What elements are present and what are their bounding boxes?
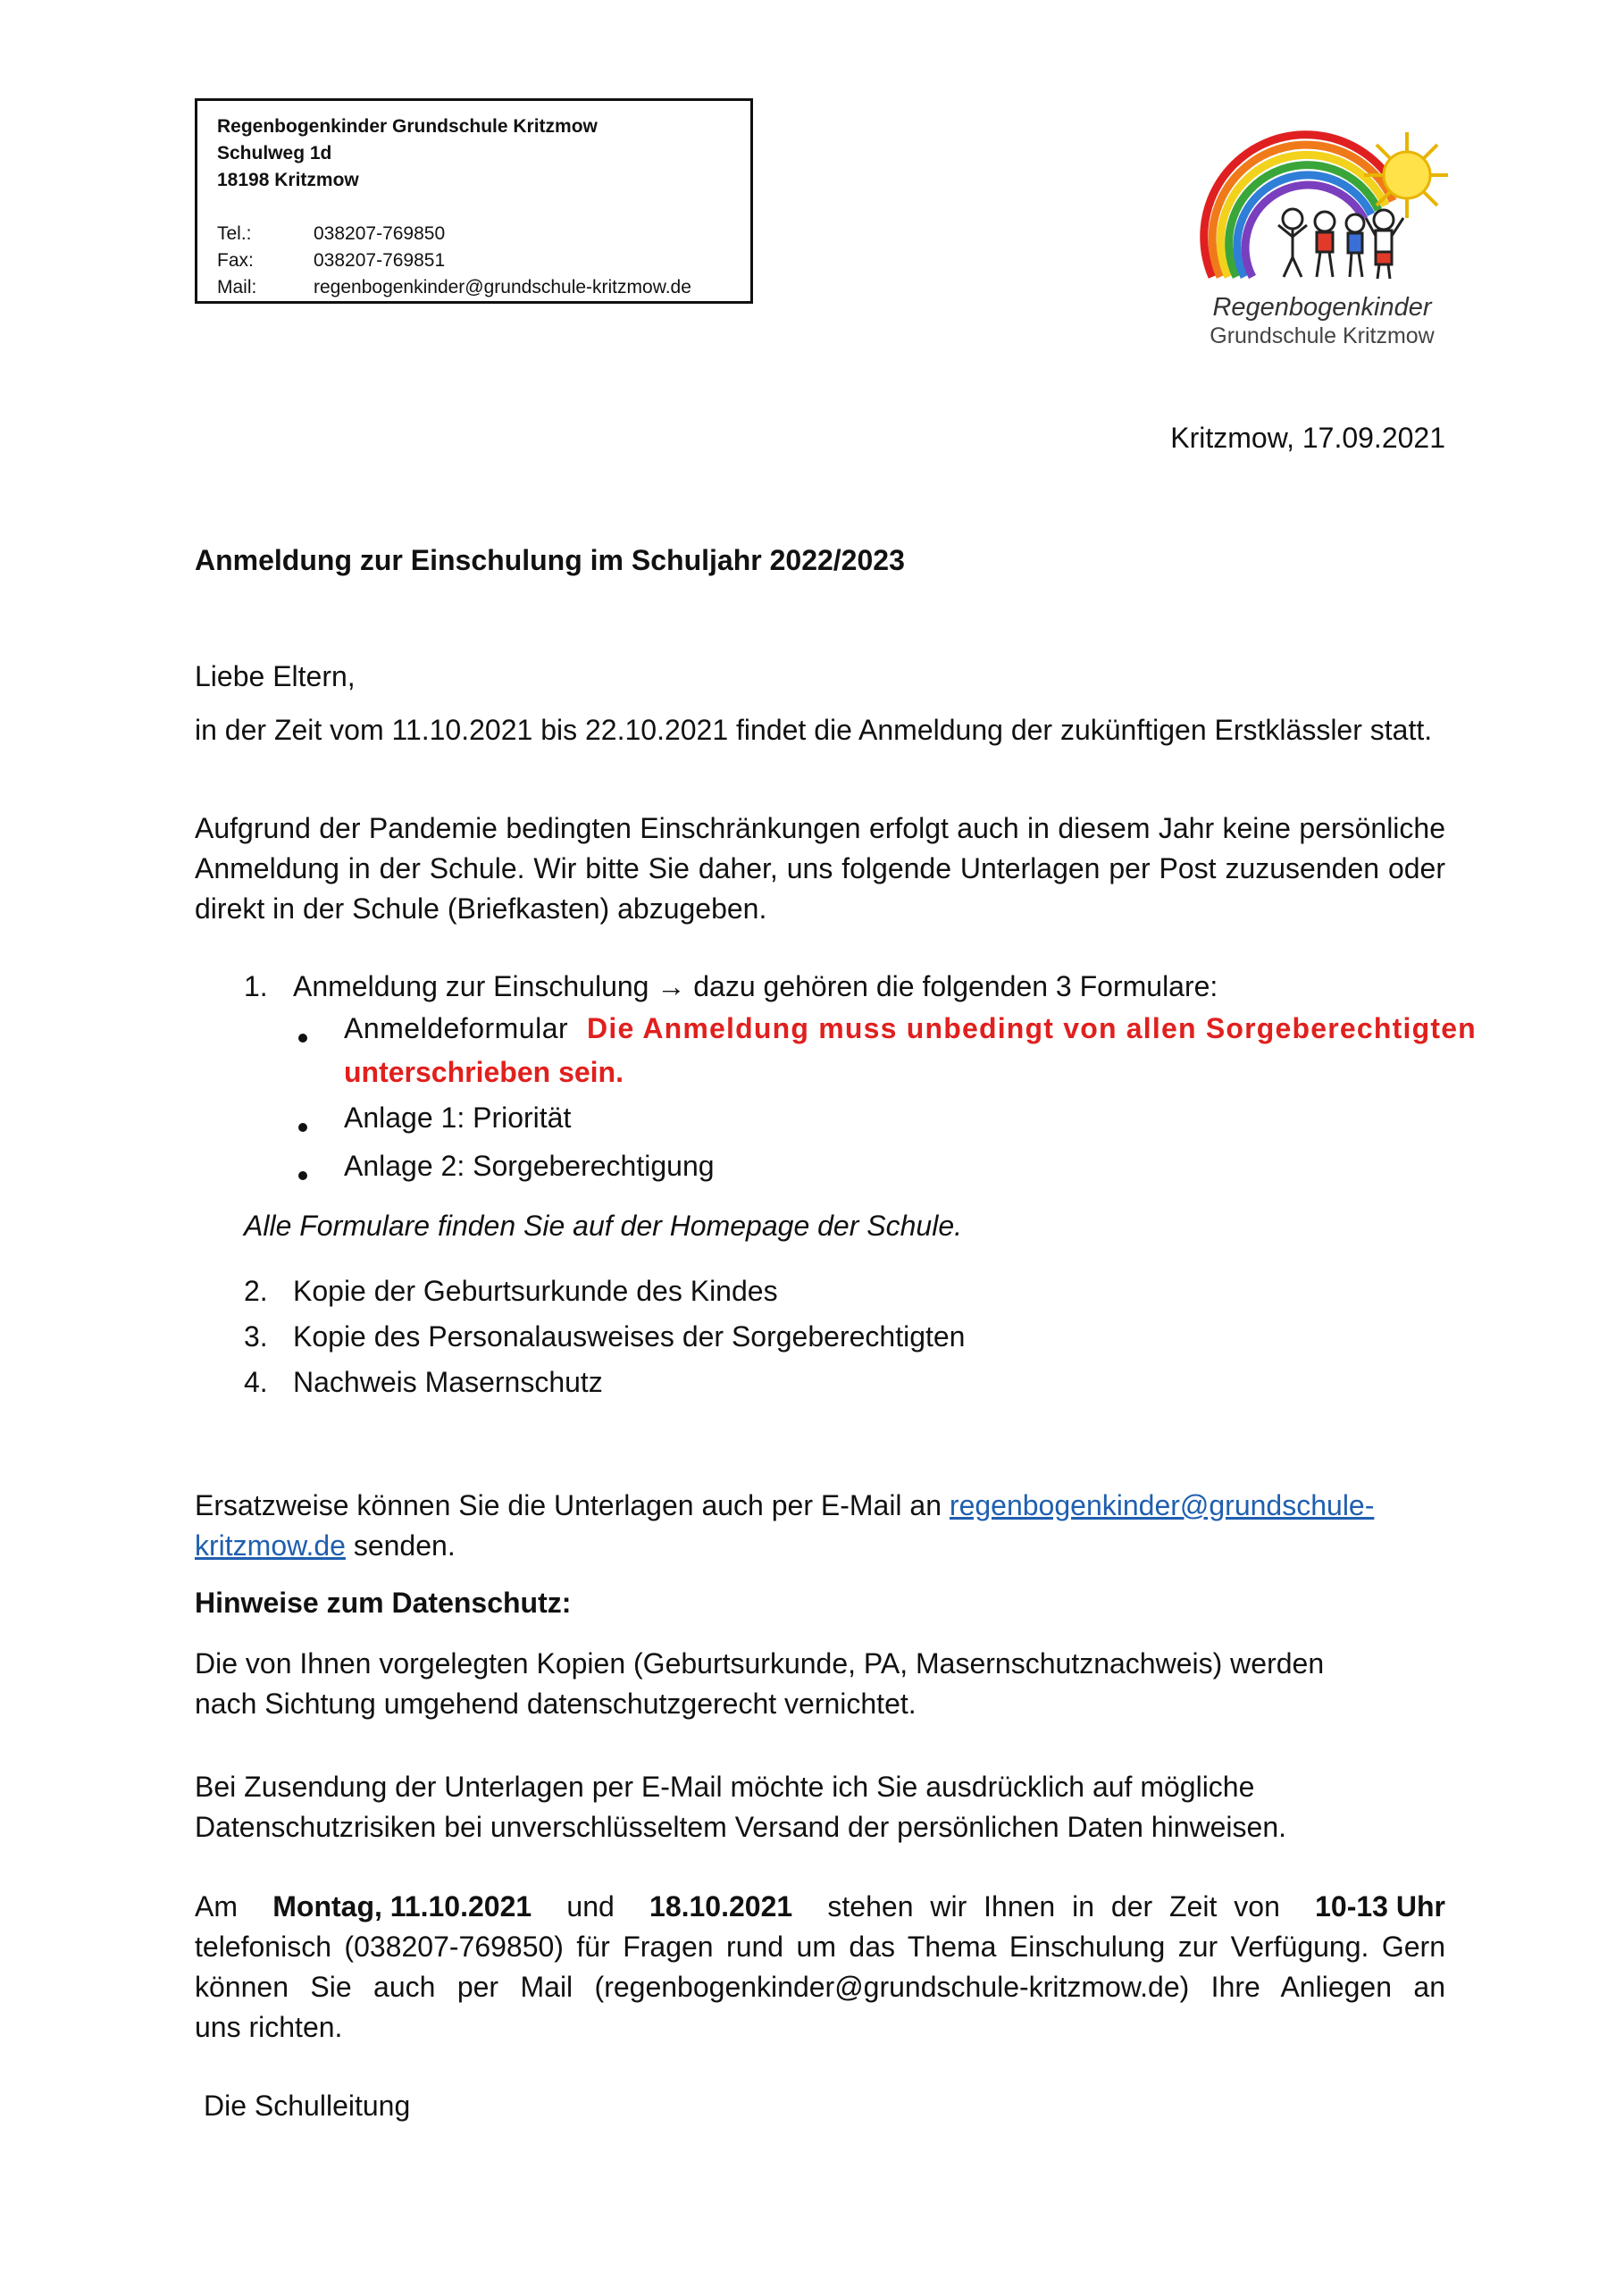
contact-paragraph-line4: uns richten. [195,2011,343,2043]
privacy-paragraph-2-line1: Bei Zusendung der Unterlagen per E-Mail möchte ich Sie ausdrücklich auf mögliche [195,1771,1255,1803]
bullet-anmeldeformular [344,1009,1477,1049]
contact-paragraph-line2: telefonisch (038207-769850) für Fragen rund um das Thema Einschulung zur Verfügung. Gern [195,1931,1445,1963]
mail-value: regenbogenkinder@grundschule-kritzmow.de [314,277,691,297]
letterhead-address-box [195,98,753,304]
school-email-link[interactable]: regenbogenkinder@grundschule- [949,1489,1375,1521]
privacy-paragraph-1-line1: Die von Ihnen vorgelegten Kopien (Geburtsurkunde, PA, Masernschutznachweis) werden [195,1647,1325,1680]
contact-paragraph-line3: können Sie auch per Mail (regenbogenkinder@grundschule-kritzmow.de) Ihre Anliegen an [195,1971,1445,2003]
logo-name: Regenbogenkinder [1212,293,1432,322]
mail-label: Mail: [217,277,257,297]
school-email-link-cont[interactable]: kritzmow.de [195,1529,346,1562]
email-paragraph-line1 [195,1486,1445,1526]
list-item-text: Kopie des Personalausweises der Sorgeberechtigten [293,1320,966,1353]
bullet-icon [298,1171,307,1180]
contact-day1: Montag, 11.10.2021 [272,1890,532,1923]
privacy-paragraph-2-line2: Datenschutzrisiken bei unverschlüsseltem Versand der persönlichen Daten hinweisen. [195,1811,1286,1843]
privacy-paragraph-1-line2: nach Sichtung umgehend datenschutzgerecht vernichtet. [195,1688,917,1720]
bullet-anlage-1: Anlage 1: Priorität [344,1102,572,1134]
arrow-right-icon: → [657,970,686,1002]
rainbow-logo-icon [1193,125,1452,295]
school-street: Schulweg 1d [217,143,332,163]
contact-und: und [566,1890,615,1923]
school-name: Regenbogenkinder Grundschule Kritzmow [217,116,598,137]
bullet-anlage-2: Anlage 2: Sorgeberechtigung [344,1150,715,1182]
greeting: Liebe Eltern, [195,660,356,692]
signature-warning-line2: unterschrieben sein. [344,1056,624,1088]
fax-row [217,247,750,274]
list-item-number: 2. [244,1275,268,1307]
email-paragraph-line2 [195,1526,1445,1566]
list-item-text: Nachweis Masernschutz [293,1366,603,1398]
logo-subtitle: Grundschule Kritzmow [1210,323,1435,348]
email-intro: Ersatzweise können Sie die Unterlagen auch per E-Mail an [195,1489,942,1521]
contact-am: Am [195,1890,238,1923]
contact-paragraph-line1 [195,1887,1445,1927]
signature-warning: Die Anmeldung muss unbedingt von allen Sorgeberechtigten [587,1012,1477,1044]
list-item-text: Kopie der Geburtsurkunde des Kindes [293,1275,778,1307]
letter-title: Anmeldung zur Einschulung im Schuljahr 2022/2023 [195,544,905,576]
registration-label: Anmeldung zur Einschulung [293,970,649,1002]
tel-value: 038207-769850 [314,223,446,244]
letter-date: Kritzmow, 17.09.2021 [1170,422,1445,454]
tel-row [217,221,750,247]
mail-row [217,274,750,301]
school-city: 18198 Kritzmow [217,170,359,190]
bullet-icon [298,1034,307,1043]
intro-paragraph: in der Zeit vom 11.10.2021 bis 22.10.2021 findet die Anmeldung der zukünftigen Erstklässler statt. [195,714,1433,746]
signature: Die Schulleitung [204,2090,411,2122]
privacy-heading: Hinweise zum Datenschutz: [195,1587,572,1619]
contact-time: 10-13 Uhr [1315,1890,1445,1923]
fax-label: Fax: [217,250,254,271]
school-logo [1193,125,1452,357]
pandemic-paragraph: Aufgrund der Pandemie bedingten Einschränkungen erfolgt auch in diesem Jahr keine persönliche Anmeldung in der Schule. Wir bitte Sie daher, uns folgende Unterlagen per Post zuzusenden oder direkt in der Schule (Briefkasten) abzugeben. [195,812,1445,925]
list-item-number: 1. [244,970,268,1002]
bullet-icon [298,1123,307,1132]
list-item-number: 4. [244,1366,268,1398]
tel-label: Tel.: [217,223,252,244]
contact-mid: stehen wir Ihnen in der Zeit von [827,1890,1280,1923]
list-item-text [293,967,1218,1007]
email-outro: senden. [353,1529,456,1562]
list-item-number: 3. [244,1320,268,1353]
forms-intro: dazu gehören die folgenden 3 Formulare: [693,970,1218,1002]
form-name: Anmeldeformular [344,1012,569,1044]
forms-homepage-note: Alle Formulare finden Sie auf der Homepage der Schule. [244,1210,962,1242]
contact-day2: 18.10.2021 [649,1890,793,1923]
fax-value: 038207-769851 [314,250,446,271]
